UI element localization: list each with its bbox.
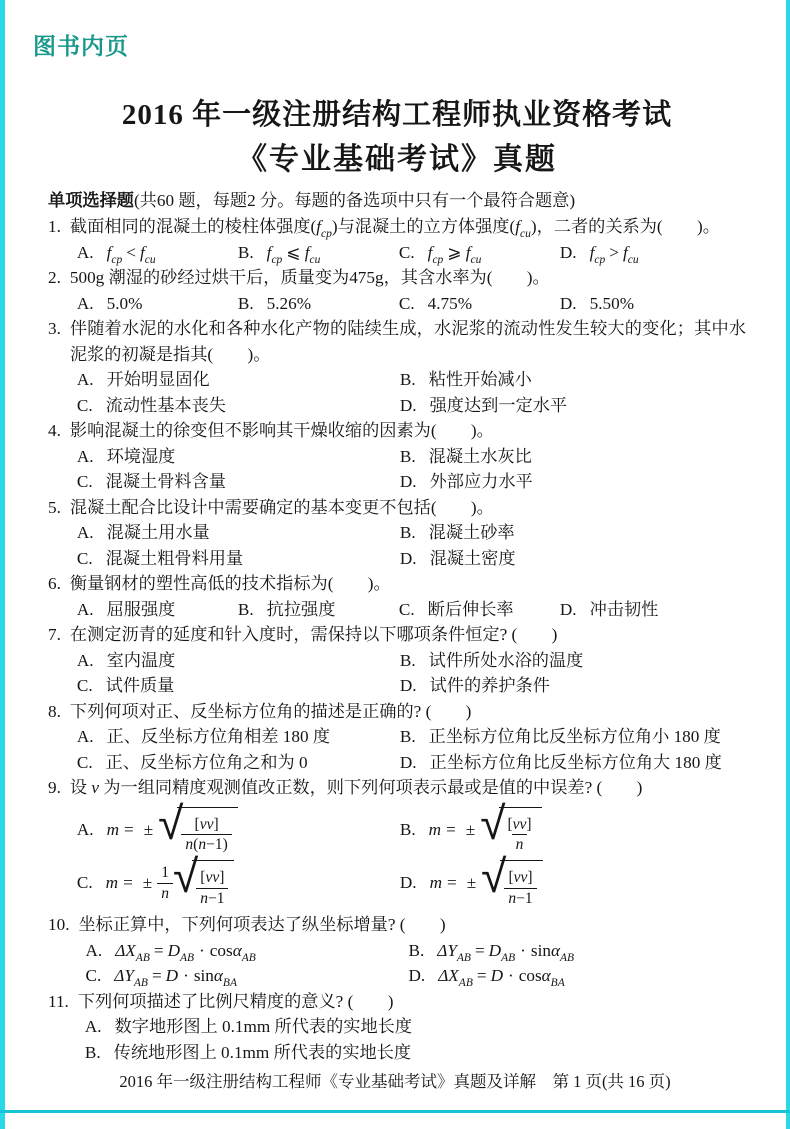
option-item xyxy=(399,849,746,908)
option-text: 传统地形图上 0.1mm 所代表的实地长度 xyxy=(113,1042,412,1062)
option-group xyxy=(85,938,746,989)
option-group xyxy=(77,240,746,266)
option-label: B. xyxy=(399,446,416,466)
question-item xyxy=(48,418,746,495)
option-item xyxy=(560,240,639,266)
option-text: 开始明显固化 xyxy=(106,370,210,389)
formula: m = ± √ $\frac{[vv]}{n}$ xyxy=(429,805,542,855)
option-item xyxy=(77,648,400,674)
option-row xyxy=(77,393,746,419)
page-bottom-rule xyxy=(0,1110,790,1113)
option-label: A. xyxy=(76,650,94,670)
question-stem: 衡量钢材的塑性高低的技术指标为( )。 xyxy=(69,574,391,593)
fraction: $\frac{1}{n}$ xyxy=(157,863,173,903)
doc-title-line1: 2016 年一级注册结构工程师执业资格考试 xyxy=(121,99,673,131)
option-item xyxy=(399,795,746,855)
option-text: 外部应力水平 xyxy=(429,472,533,491)
comparison-operator: ⩽ xyxy=(286,242,301,262)
formula xyxy=(428,240,482,266)
option-label: A. xyxy=(76,599,94,619)
option-text: 强度达到一定水平 xyxy=(429,395,568,415)
option-item xyxy=(400,648,746,674)
option-text: 混凝土粗骨料用量 xyxy=(105,548,244,568)
math-symbol: $f_{cp}$ xyxy=(427,242,444,266)
page-border-left xyxy=(0,0,5,1129)
comparison-operator: > xyxy=(609,242,619,262)
option-label: D. xyxy=(408,966,426,985)
option-row xyxy=(77,291,746,317)
option-item xyxy=(77,444,400,470)
option-label: C. xyxy=(85,966,102,985)
option-group xyxy=(77,648,746,699)
option-row xyxy=(85,963,746,989)
page-footer: 2016 年一级注册结构工程师《专业基础考试》真题及详解 第 1 页(共 16 页) xyxy=(119,1072,671,1091)
option-row xyxy=(85,938,746,964)
option-item xyxy=(85,938,408,964)
option-item xyxy=(77,546,400,572)
option-item xyxy=(399,291,560,317)
option-text: 正坐标方位角比反坐标方位角小 180 度 xyxy=(428,727,721,746)
option-item xyxy=(238,291,399,317)
option-text: 混凝土密度 xyxy=(429,548,516,568)
option-group xyxy=(76,795,746,909)
option-row xyxy=(77,367,746,393)
formula: $\Delta X_{AB} = D_{AB} \cdot \cos\alpha_{AB}$ xyxy=(115,940,256,964)
fraction: $\frac{[vv]}{n-1}$ xyxy=(504,868,536,908)
option-row xyxy=(77,673,746,699)
option-label: B. xyxy=(237,599,254,619)
option-text: 混凝土用水量 xyxy=(106,523,210,542)
option-label: C. xyxy=(76,548,93,568)
option-label: C. xyxy=(76,873,93,893)
option-item xyxy=(77,393,400,419)
option-row xyxy=(77,648,746,674)
page-tag: 图书内页 xyxy=(33,33,129,59)
page-content xyxy=(48,0,746,1065)
option-text: 混凝土砂率 xyxy=(428,523,515,542)
option-item xyxy=(400,546,746,572)
option-label: A. xyxy=(76,819,94,839)
section-header xyxy=(48,187,746,214)
math-symbol: $f_{cp}$ xyxy=(316,217,332,240)
option-text: 冲击韧性 xyxy=(589,599,659,619)
fraction: $\frac{[vv]}{n}$ xyxy=(507,815,532,853)
option-text: 粘性开始减小 xyxy=(428,370,532,389)
option-label: D. xyxy=(559,293,577,313)
option-item xyxy=(77,469,400,495)
question-number: 8. xyxy=(48,701,61,721)
option-label: D. xyxy=(559,242,577,262)
formula: $\Delta X_{AB} = D \cdot \cos\alpha_{BA}$ xyxy=(438,966,565,989)
option-label: D. xyxy=(399,873,417,893)
option-label: A. xyxy=(84,1017,102,1036)
option-label: A. xyxy=(76,446,94,466)
option-label: B. xyxy=(399,523,416,542)
question-number: 2. xyxy=(48,268,61,287)
option-item xyxy=(400,469,746,495)
option-label: A. xyxy=(76,370,94,389)
option-item xyxy=(238,240,399,266)
formula xyxy=(107,240,156,266)
option-label: C. xyxy=(398,242,415,262)
formula: m = ± √ $\frac{[vv]}{n(n-1)}$ xyxy=(107,805,238,855)
question-item xyxy=(48,495,746,572)
option-label: C. xyxy=(398,599,415,619)
option-item xyxy=(77,240,238,266)
option-group xyxy=(77,597,746,623)
option-row xyxy=(77,597,746,623)
option-label: D. xyxy=(399,395,417,415)
option-text: 流动性基本丧失 xyxy=(105,395,226,415)
option-row xyxy=(76,795,746,855)
fraction: $\frac{[vv]}{n-1}$ xyxy=(196,868,228,908)
question-stem: 设 v 为一组同精度观测值改正数，则下列何项表示最或是值的中误差? ( ) xyxy=(69,778,643,797)
question-number: 7. xyxy=(48,625,61,644)
option-label: B. xyxy=(399,650,416,670)
question-stem: 截面相同的混凝土的棱柱体强度$(f_{cp})$与混凝土的立方体强度$(f_{cu})$，二者的关系为( )。 xyxy=(69,217,720,240)
question-number: 5. xyxy=(48,497,61,517)
option-label: B. xyxy=(237,293,254,313)
option-text: 正、反坐标方位角之和为 0 xyxy=(105,752,308,772)
question-number: 4. xyxy=(48,421,61,440)
formula xyxy=(590,240,639,266)
math-symbol: $f_{cu}$ xyxy=(304,242,321,266)
option-label: D. xyxy=(399,548,417,568)
option-label: D. xyxy=(399,752,417,772)
question-item xyxy=(48,989,746,1066)
option-text: 试件所处水浴的温度 xyxy=(428,650,584,670)
comparison-operator: ⩾ xyxy=(447,242,462,262)
option-group xyxy=(77,291,746,317)
option-group xyxy=(77,724,746,775)
option-text: 混凝土水灰比 xyxy=(428,446,532,466)
formula: $\Delta Y_{AB} = D \cdot \sin\alpha_{BA}$ xyxy=(114,966,237,989)
option-text: 混凝土骨料含量 xyxy=(105,472,226,491)
option-text: 屈服强度 xyxy=(106,599,176,619)
option-label: A. xyxy=(76,727,94,746)
question-number: 10. xyxy=(48,915,70,934)
option-label: B. xyxy=(237,242,254,262)
question-item xyxy=(48,699,746,776)
question-stem: 影响混凝土的徐变但不影响其干燥收缩的因素为( )。 xyxy=(69,421,494,440)
question-stem: 坐标正算中，下列何项表达了纵坐标增量? ( ) xyxy=(78,915,446,934)
option-group xyxy=(85,1014,746,1065)
formula xyxy=(267,240,321,266)
question-item xyxy=(48,622,746,699)
section-header-note: (共60 题，每题2 分。每题的备选项中只有一个最符合题意) xyxy=(133,191,576,210)
question-stem: 在测定沥青的延度和针入度时，需保持以下哪项条件恒定? ( ) xyxy=(69,625,558,644)
option-text: 试件质量 xyxy=(105,676,175,695)
option-label: A. xyxy=(76,523,94,542)
option-label: C. xyxy=(76,395,93,415)
option-row xyxy=(77,724,746,750)
option-text: 抗拉强度 xyxy=(266,599,336,619)
radical-sign: √ xyxy=(172,849,199,904)
option-text: 5.26% xyxy=(266,293,312,313)
option-item xyxy=(85,1014,746,1040)
option-item xyxy=(400,520,746,546)
question-number: 3. xyxy=(48,319,61,338)
option-label: C. xyxy=(76,472,93,491)
option-label: A. xyxy=(85,940,103,960)
option-row xyxy=(77,546,746,572)
question-stem: 下列何项对正、反坐标方位角的描述是正确的? ( ) xyxy=(69,701,472,721)
option-label: B. xyxy=(84,1042,101,1062)
option-group xyxy=(77,367,746,418)
math-symbol: $f_{cu}$ xyxy=(139,242,156,266)
option-item xyxy=(560,291,634,317)
option-item xyxy=(77,291,238,317)
option-text: 室内温度 xyxy=(106,650,176,670)
question-stem: 混凝土配合比设计中需要确定的基本变更不包括( )。 xyxy=(69,497,494,517)
option-label: B. xyxy=(399,727,416,746)
option-item xyxy=(76,849,400,908)
option-text: 数字地形图上 0.1mm 所代表的实地长度 xyxy=(114,1017,413,1036)
option-item xyxy=(77,520,400,546)
option-group xyxy=(77,520,746,571)
option-row xyxy=(77,444,746,470)
option-label: A. xyxy=(76,293,94,313)
question-list xyxy=(48,214,746,1065)
option-text: 5.0% xyxy=(106,293,143,313)
question-number: 11. xyxy=(48,991,69,1011)
option-row xyxy=(85,1040,746,1066)
radical-sign: √ xyxy=(480,795,506,850)
option-label: D. xyxy=(559,599,577,619)
math-symbol: $f_{cu}$ xyxy=(465,242,482,266)
math-symbol: $f_{cu}$ xyxy=(515,217,531,240)
option-item xyxy=(77,750,400,776)
option-row xyxy=(85,1014,746,1040)
option-text: 断后伸长率 xyxy=(427,599,514,619)
question-stem: 下列何项描述了比例尺精度的意义? ( ) xyxy=(77,991,394,1011)
option-item xyxy=(85,1040,746,1066)
option-item xyxy=(238,597,399,623)
option-item xyxy=(77,724,400,750)
option-text: 正、反坐标方位角相差 180 度 xyxy=(106,727,331,746)
question-item xyxy=(48,571,746,622)
question-item xyxy=(48,265,746,316)
option-label: C. xyxy=(76,752,93,772)
option-item xyxy=(399,240,560,266)
question-number: 6. xyxy=(48,574,61,593)
question-item xyxy=(48,214,746,265)
option-row xyxy=(77,750,746,776)
option-label: B. xyxy=(408,940,425,960)
option-text: 试件的养护条件 xyxy=(429,676,550,695)
option-item xyxy=(400,393,746,419)
option-row xyxy=(77,240,746,266)
option-text: 5.50% xyxy=(589,293,635,313)
question-item xyxy=(48,912,746,989)
question-stem: 伴随着水泥的水化和各种水化产物的陆续生成，水泥浆的流动性发生较大的变化；其中水泥浆的初凝是指其( )。 xyxy=(69,319,746,364)
comparison-operator: < xyxy=(126,242,136,262)
option-label: C. xyxy=(76,676,93,695)
option-label: B. xyxy=(399,370,416,389)
option-item xyxy=(77,367,400,393)
option-item xyxy=(85,963,408,989)
formula: m = ± $\frac{1}{n}$ √ $\frac{[vv]}{n-1}$ xyxy=(106,858,235,908)
math-symbol: $f_{cp}$ xyxy=(106,242,123,266)
math-symbol: $f_{cp}$ xyxy=(589,242,606,266)
option-row xyxy=(76,849,746,908)
option-item xyxy=(400,367,746,393)
option-item xyxy=(77,673,400,699)
option-item xyxy=(399,597,560,623)
option-row xyxy=(77,469,746,495)
option-item xyxy=(408,963,746,989)
option-item xyxy=(560,597,658,623)
option-group xyxy=(77,444,746,495)
option-item xyxy=(400,673,746,699)
question-number: 9. xyxy=(48,778,61,797)
option-label: D. xyxy=(399,472,417,491)
option-row xyxy=(77,520,746,546)
option-item xyxy=(400,724,746,750)
option-label: D. xyxy=(399,676,417,695)
question-number: 1. xyxy=(48,217,61,236)
option-item xyxy=(76,795,400,855)
radical-sign: √ xyxy=(481,849,507,904)
question-item xyxy=(48,775,746,912)
doc-title-line2: 《专业基础考试》真题 xyxy=(237,143,557,176)
option-text: 环境湿度 xyxy=(106,446,176,466)
page-border-right xyxy=(786,0,790,1129)
option-item xyxy=(400,750,746,776)
option-label: B. xyxy=(399,819,416,839)
math-symbol: $f_{cu}$ xyxy=(622,242,639,266)
option-item xyxy=(77,597,238,623)
option-text: 正坐标方位角比反坐标方位角大 180 度 xyxy=(429,752,722,772)
section-header-type: 单项选择题 xyxy=(48,190,134,210)
formula: $\Delta Y_{AB} = D_{AB} \cdot \sin\alpha_{AB}$ xyxy=(437,940,575,964)
fraction: $\frac{[vv]}{n(n-1)}$ xyxy=(181,815,231,855)
math-symbol: $f_{cp}$ xyxy=(266,242,283,266)
question-stem: 500g 潮湿的砂经过烘干后，质量变为475g，其含水率为( )。 xyxy=(69,268,550,287)
question-item xyxy=(48,316,746,418)
option-item xyxy=(400,444,746,470)
square-root xyxy=(172,849,235,908)
radical-sign: √ xyxy=(158,795,184,850)
formula: m = ± √ $\frac{[vv]}{n-1}$ xyxy=(430,858,543,908)
option-label: C. xyxy=(398,293,415,313)
doc-title xyxy=(48,94,746,182)
option-item xyxy=(408,938,746,964)
option-label: A. xyxy=(76,242,94,262)
option-text: 4.75% xyxy=(427,293,473,313)
